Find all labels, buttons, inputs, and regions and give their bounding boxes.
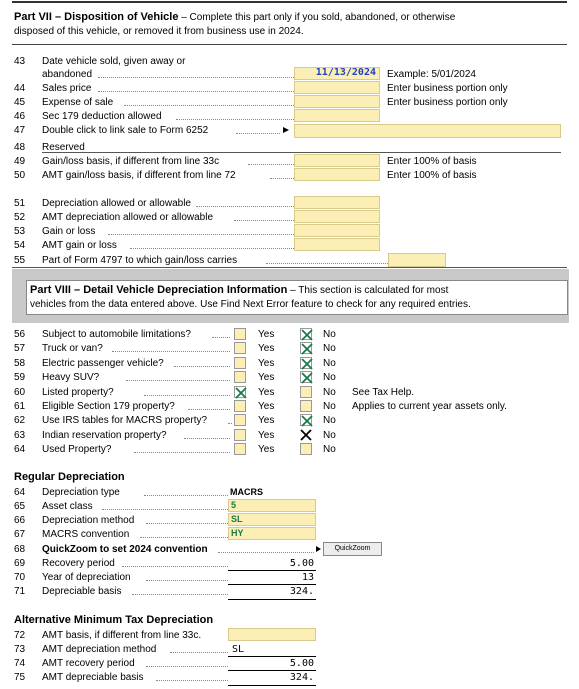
- line-label: Eligible Section 179 property?: [42, 401, 175, 412]
- line-number: 72: [14, 630, 26, 641]
- no-label: No: [323, 430, 336, 441]
- line-label: Depreciation allowed or allowable: [42, 198, 191, 209]
- line-number: 75: [14, 672, 26, 683]
- leader-dots: [184, 438, 230, 439]
- line-note: Example: 5/01/2024: [387, 69, 476, 80]
- line-label: Part of Form 4797 to which gain/loss carries: [42, 255, 238, 266]
- leader-dots: [98, 77, 294, 78]
- question-note: See Tax Help.: [352, 387, 415, 398]
- line-label: Recovery period: [42, 558, 115, 569]
- leader-dots: [146, 523, 228, 524]
- leader-dots: [156, 680, 228, 681]
- leader-dots: [174, 366, 230, 367]
- line-number: 59: [14, 372, 26, 383]
- amt-depreciation-allowed-field[interactable]: [294, 210, 380, 223]
- macrs-convention-value: HY: [231, 528, 244, 538]
- line-number: 68: [14, 544, 26, 555]
- no-checkbox[interactable]: [300, 342, 312, 354]
- year-of-depreciation-value: 13: [301, 572, 314, 583]
- line-label: abandoned: [42, 69, 93, 80]
- line-number: 46: [14, 111, 26, 122]
- line-note: Enter business portion only: [387, 83, 508, 94]
- part7-header-rule: [12, 44, 567, 45]
- form4797-part-field[interactable]: [388, 253, 446, 267]
- line-number: 67: [14, 529, 26, 540]
- line-label: Sec 179 deduction allowed: [42, 111, 162, 122]
- part8-desc-2: vehicles from the data entered above. Use Find Next Error feature to check for any required entries.: [30, 299, 471, 310]
- check-x-icon: [301, 415, 313, 427]
- no-label: No: [323, 372, 336, 383]
- line-label: Listed property?: [42, 387, 114, 398]
- line-label: Year of depreciation: [42, 572, 131, 583]
- leader-dots: [140, 537, 228, 538]
- yes-checkbox[interactable]: [234, 386, 246, 398]
- sec179-allowed-field[interactable]: [294, 109, 380, 122]
- yes-label: Yes: [258, 415, 275, 426]
- depreciation-method-value: SL: [231, 514, 243, 524]
- yes-label: Yes: [258, 343, 275, 354]
- yes-checkbox[interactable]: [234, 429, 246, 441]
- line-label: Expense of sale: [42, 97, 114, 108]
- yes-label: Yes: [258, 430, 275, 441]
- leader-dots: [270, 178, 294, 179]
- no-label: No: [323, 444, 336, 455]
- part7-header: [14, 10, 564, 39]
- yes-label: Yes: [258, 401, 275, 412]
- depreciation-allowed-field[interactable]: [294, 196, 380, 209]
- leader-dots: [144, 495, 228, 496]
- line-label: AMT depreciation allowed or allowable: [42, 212, 214, 223]
- line-label: Gain or loss: [42, 226, 96, 237]
- line-label: Subject to automobile limitations?: [42, 329, 191, 340]
- quickzoom-button[interactable]: QuickZoom: [323, 542, 382, 556]
- leader-dots: [124, 105, 294, 106]
- leader-dots: [188, 409, 230, 410]
- check-x-icon: [301, 358, 313, 370]
- yes-checkbox[interactable]: [234, 443, 246, 455]
- part7-desc-1: – Complete this part only if you sold, abandoned, or otherwise: [178, 12, 456, 23]
- check-x-icon: [301, 329, 313, 341]
- line-number: 47: [14, 125, 26, 136]
- leader-dots: [112, 351, 230, 352]
- part7-title: Part VII – Disposition of Vehicle: [14, 11, 179, 23]
- leader-dots: [228, 423, 232, 424]
- no-checkbox[interactable]: [300, 328, 312, 340]
- yes-checkbox[interactable]: [234, 400, 246, 412]
- line-label: Reserved: [42, 142, 85, 153]
- amt-gain-or-loss-field[interactable]: [294, 238, 380, 251]
- line-label: Used Property?: [42, 444, 112, 455]
- no-label: No: [323, 343, 336, 354]
- value-underline: [228, 599, 316, 600]
- part8-header: [30, 283, 566, 312]
- check-x-icon: [300, 429, 312, 441]
- line-label: AMT recovery period: [42, 658, 135, 669]
- line-number: 54: [14, 240, 26, 251]
- depreciation-method-field[interactable]: [228, 513, 316, 526]
- line-number: 64: [14, 487, 26, 498]
- leader-dots: [98, 91, 294, 92]
- date-sold-field[interactable]: [294, 67, 380, 80]
- leader-dots: [144, 395, 230, 396]
- yes-label: Yes: [258, 444, 275, 455]
- line-number: 57: [14, 343, 26, 354]
- no-label: No: [323, 358, 336, 369]
- line-note: Enter 100% of basis: [387, 156, 477, 167]
- no-checkbox[interactable]: [300, 429, 312, 441]
- yes-checkbox[interactable]: [234, 414, 246, 426]
- line-number: 43: [14, 56, 26, 67]
- leader-dots: [234, 220, 294, 221]
- line-number: 66: [14, 515, 26, 526]
- line-number: 74: [14, 658, 26, 669]
- yes-checkbox[interactable]: [234, 328, 246, 340]
- no-label: No: [323, 401, 336, 412]
- amt-gain-loss-basis-field[interactable]: [294, 168, 380, 181]
- asset-class-value: 5: [231, 500, 237, 510]
- line-number: 69: [14, 558, 26, 569]
- value-underline: [228, 685, 316, 686]
- line-label: Double click to link sale to Form 6252: [42, 125, 209, 136]
- top-rule: [12, 1, 567, 3]
- line-label: Truck or van?: [42, 343, 103, 354]
- leader-dots: [126, 380, 230, 381]
- line-label: Depreciation method: [42, 515, 135, 526]
- line-label: AMT gain or loss: [42, 240, 117, 251]
- line-number: 63: [14, 430, 26, 441]
- line-label: AMT gain/loss basis, if different from line 72: [42, 170, 236, 181]
- gain-or-loss-field[interactable]: [294, 224, 380, 237]
- line-number: 70: [14, 572, 26, 583]
- leader-dots: [266, 263, 388, 264]
- reserved-rule: [42, 152, 561, 153]
- expense-of-sale-field[interactable]: [294, 95, 380, 108]
- yes-checkbox[interactable]: [234, 342, 246, 354]
- amt-depreciable-basis-value: 324.: [289, 672, 314, 683]
- line-number: 55: [14, 255, 26, 266]
- leader-dots: [122, 566, 228, 567]
- amt-recovery-period-value: 5.00: [289, 658, 314, 669]
- line-label: Electric passenger vehicle?: [42, 358, 164, 369]
- leader-dots: [212, 337, 230, 338]
- no-checkbox[interactable]: [300, 357, 312, 369]
- pointer-arrow-icon: [283, 127, 289, 133]
- date-sold-value: 11/13/2024: [315, 67, 376, 78]
- line-label: Depreciable basis: [42, 586, 122, 597]
- line-number: 73: [14, 644, 26, 655]
- line-number: 45: [14, 97, 26, 108]
- line-note: Enter business portion only: [387, 97, 508, 108]
- yes-label: Yes: [258, 372, 275, 383]
- line-number: 71: [14, 586, 26, 597]
- no-label: No: [323, 329, 336, 340]
- line-number: 62: [14, 415, 26, 426]
- line-label: AMT depreciation method: [42, 644, 157, 655]
- gain-loss-basis-field[interactable]: [294, 154, 380, 167]
- no-checkbox[interactable]: [300, 400, 312, 412]
- line-number: 56: [14, 329, 26, 340]
- line-number: 50: [14, 170, 26, 181]
- part8-title: Part VIII – Detail Vehicle Depreciation Information: [30, 284, 288, 296]
- leader-dots: [236, 133, 280, 134]
- leader-dots: [218, 552, 314, 553]
- recovery-period-value: 5.00: [289, 558, 314, 569]
- line-number: 58: [14, 358, 26, 369]
- line-number: 44: [14, 83, 26, 94]
- yes-label: Yes: [258, 358, 275, 369]
- line-label: QuickZoom to set 2024 convention: [42, 544, 208, 555]
- line-label: AMT basis, if different from line 33c.: [42, 630, 202, 641]
- sales-price-field[interactable]: [294, 81, 380, 94]
- line-number: 48: [14, 142, 26, 153]
- check-x-icon: [235, 387, 247, 399]
- leader-dots: [176, 119, 294, 120]
- no-checkbox[interactable]: [300, 414, 312, 426]
- amt-basis-field[interactable]: [228, 628, 316, 641]
- leader-dots: [132, 594, 228, 595]
- line-label: Indian reservation property?: [42, 430, 167, 441]
- no-label: No: [323, 415, 336, 426]
- line-number: 64: [14, 444, 26, 455]
- part7-bottom-rule: [12, 267, 567, 268]
- no-checkbox[interactable]: [300, 443, 312, 455]
- question-note: Applies to current year assets only.: [352, 401, 507, 412]
- line-number: 65: [14, 501, 26, 512]
- part8-desc-1: – This section is calculated for most: [287, 285, 449, 296]
- line-number: 60: [14, 387, 26, 398]
- line-label: Heavy SUV?: [42, 372, 100, 383]
- yes-label: Yes: [258, 387, 275, 398]
- leader-dots: [108, 234, 294, 235]
- pointer-arrow-icon: [316, 546, 321, 552]
- no-checkbox[interactable]: [300, 386, 312, 398]
- regular-depreciation-title: Regular Depreciation: [14, 471, 125, 483]
- leader-dots: [146, 580, 228, 581]
- leader-dots: [196, 206, 294, 207]
- form6252-link-field[interactable]: [294, 124, 561, 138]
- leader-dots: [248, 164, 294, 165]
- line-label: Depreciation type: [42, 487, 120, 498]
- leader-dots: [146, 666, 228, 667]
- line-label: Gain/loss basis, if different from line 33c: [42, 156, 220, 167]
- check-x-icon: [301, 372, 313, 384]
- leader-dots: [170, 652, 228, 653]
- line-label: MACRS convention: [42, 529, 130, 540]
- depreciation-type-value: MACRS: [230, 487, 263, 497]
- line-number: 52: [14, 212, 26, 223]
- yes-checkbox[interactable]: [234, 371, 246, 383]
- no-label: No: [323, 387, 336, 398]
- no-checkbox[interactable]: [300, 371, 312, 383]
- check-x-icon: [301, 343, 313, 355]
- leader-dots: [102, 509, 228, 510]
- amt-depreciation-method-value: SL: [232, 644, 245, 655]
- line-label: Use IRS tables for MACRS property?: [42, 415, 208, 426]
- depreciable-basis-value: 324.: [289, 586, 314, 597]
- asset-class-field[interactable]: [228, 499, 316, 512]
- macrs-convention-field[interactable]: [228, 527, 316, 540]
- line-note: Enter 100% of basis: [387, 170, 477, 181]
- line-label: Sales price: [42, 83, 92, 94]
- line-label: Date vehicle sold, given away or: [42, 56, 186, 67]
- yes-label: Yes: [258, 329, 275, 340]
- line-number: 51: [14, 198, 26, 209]
- leader-dots: [134, 452, 230, 453]
- line-number: 49: [14, 156, 26, 167]
- amt-depreciation-title: Alternative Minimum Tax Depreciation: [14, 614, 214, 626]
- leader-dots: [130, 248, 294, 249]
- part7-desc-2: disposed of this vehicle, or removed it from business use in 2024.: [14, 26, 304, 37]
- line-label: Asset class: [42, 501, 93, 512]
- line-number: 53: [14, 226, 26, 237]
- line-label: AMT depreciable basis: [42, 672, 144, 683]
- line-number: 61: [14, 401, 26, 412]
- yes-checkbox[interactable]: [234, 357, 246, 369]
